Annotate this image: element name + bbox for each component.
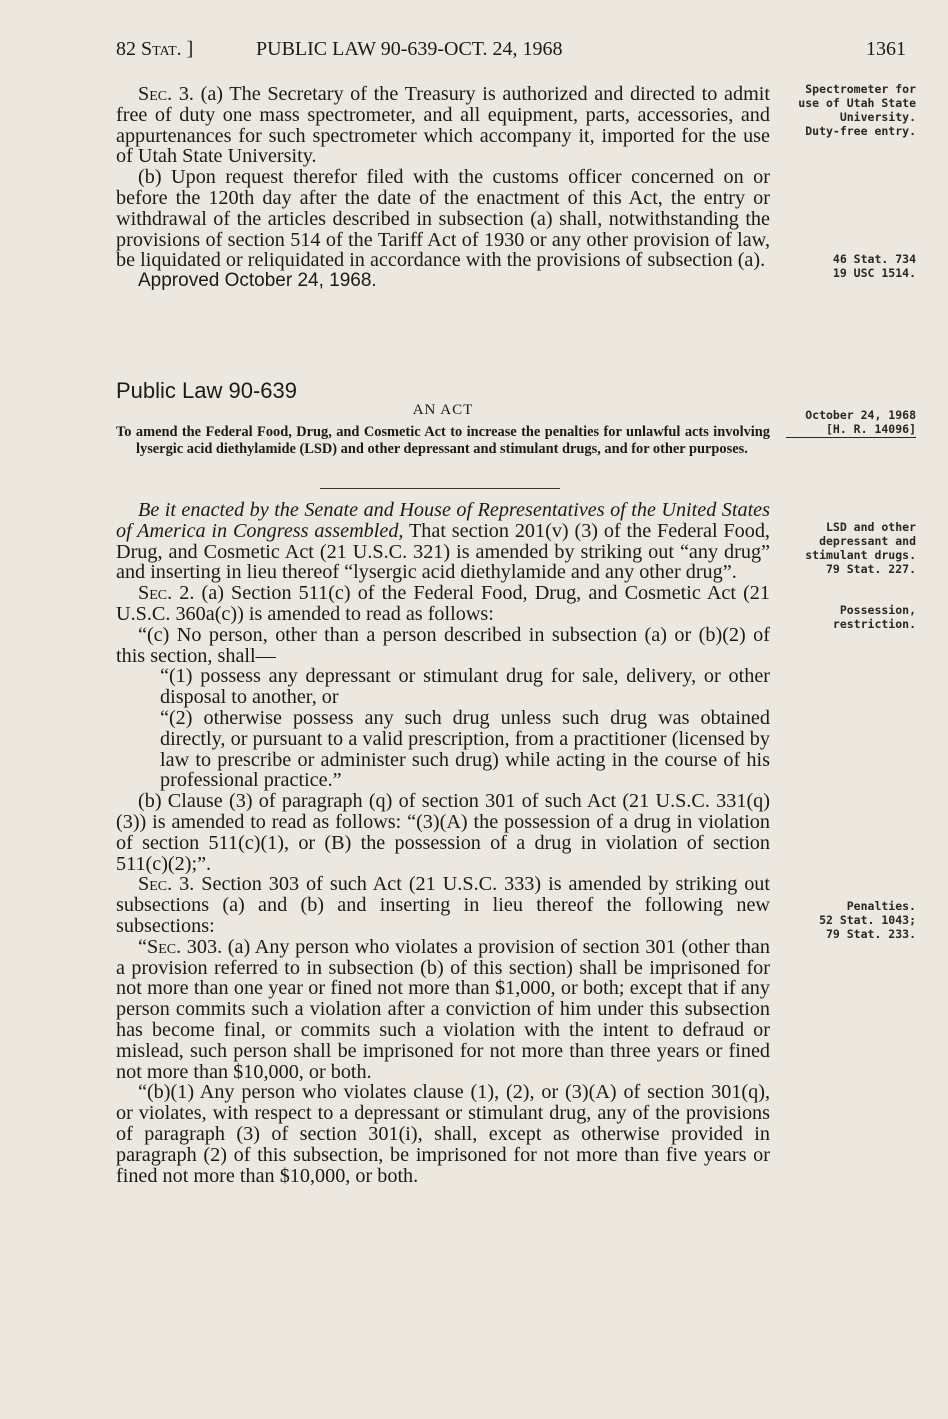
paragraph: “(2) otherwise possess any such drug unless such drug was obtained directly, or pursuant to a valid prescription, from a practitioner (licensed by law to prescribe or administer such drug) while acting in the course of his professional practice.” bbox=[160, 706, 770, 792]
public-law-title: Public Law 90-639 bbox=[116, 378, 298, 403]
enacting-clause: Be it enacted by the Senate and House of Representatives of the United States of America in Congress assembled, That section 201(v) (3) of the Federal Food, Drug, and Cosmetic Act (21 U.S.C. 321) is amended by striking out “any drug” and inserting in lieu thereof “lysergic acid diethylamide and any other drug”. bbox=[116, 499, 770, 584]
approval-line: Approved October 24, 1968. bbox=[138, 270, 377, 292]
page-header bbox=[116, 38, 906, 68]
page-number: 1361 bbox=[866, 38, 906, 60]
statute-reference: 82 Stat. ] bbox=[116, 38, 194, 60]
paragraph: “(c) No person, other than a person described in subsection (a) or (b)(2) of this section, shall— bbox=[116, 623, 770, 667]
an-act-heading: AN ACT bbox=[412, 402, 474, 418]
act-body bbox=[116, 500, 770, 1186]
margin-note-lsd: LSD and other depressant and stimulant drugs. 79 Stat. 227. bbox=[805, 520, 916, 576]
paragraph: “(b)(1) Any person who violates clause (1), (2), or (3)(A) of section 301(q), or violates, with respect to a depressant or stimulant drug, any of the provisions of paragraph (3) of section 301(i), shall, except as otherwise provided in paragraph (2) of this subsection, be imprisoned for not more than five years or fined not more than $10,000, or both. bbox=[116, 1081, 770, 1187]
margin-divider bbox=[786, 437, 916, 438]
paragraph: Sec. 2. (a) Section 511(c) of the Federal Food, Drug, and Cosmetic Act (21 U.S.C. 360a(c)) is amended to read as follows: bbox=[116, 582, 770, 625]
margin-note-date: October 24, 1968 [H. R. 14096] bbox=[805, 408, 916, 436]
act-purpose: To amend the Federal Food, Drug, and Cosmetic Act to increase the penalties for unlawful acts involving lysergic acid diethylamide (LSD) and other depressant and stimulant drugs, and for other purposes. bbox=[116, 424, 770, 457]
paragraph: Sec. 3. (a) The Secretary of the Treasury is authorized and directed to admit free of duty one mass spectrometer, and all equipment, parts, accessories, and appurtenances for such spectrometer which accompany it, imported for the use of Utah State University. bbox=[116, 83, 770, 168]
margin-note-penalties: Penalties. 52 Stat. 1043; 79 Stat. 233. bbox=[819, 899, 916, 941]
margin-note-spectrometer: Spectrometer for use of Utah State University. Duty-free entry. bbox=[798, 82, 916, 138]
paragraph: (b) Upon request therefor filed with the customs officer concerned on or before the 120th day after the date of the enactment of this Act, the entry or withdrawal of the articles described in subsection (a) shall, notwithstanding the provisions of section 514 of the Tariff Act of 1930 or any other provision of law, be liquidated or reliquidated in accordance with the provisions of subsection (a). bbox=[116, 166, 770, 272]
divider bbox=[320, 488, 560, 489]
header-title: PUBLIC LAW 90-639-OCT. 24, 1968 bbox=[256, 38, 563, 60]
paragraph: (b) Clause (3) of paragraph (q) of section 301 of such Act (21 U.S.C. 331(q)(3)) is amended to read as follows: “(3)(A) the possession of a drug in violation of section 511(c)(1), or (B) the possession of a drug in violation of section 511(c)(2);”. bbox=[116, 790, 770, 875]
margin-note-possession: Possession, restriction. bbox=[832, 603, 916, 631]
margin-note-citation: 46 Stat. 734 19 USC 1514. bbox=[832, 252, 916, 280]
paragraph: “Sec. 303. (a) Any person who violates a provision of section 301 (other than a provision referred to in subsection (b) of this section) shall be imprisoned for not more than one year or fined not more than $1,000, or both; except that if any person commits such a violation after a conviction of him under this subsection has become final, or commits such a violation with the intent to defraud or mislead, such person shall be imprisoned for not more than three years or fined not more than $10,000, or both. bbox=[116, 935, 770, 1083]
sec3-previous-law bbox=[116, 84, 770, 292]
paragraph: “(1) possess any depressant or stimulant drug for sale, delivery, or other disposal to another, or bbox=[160, 665, 770, 709]
paragraph: Sec. 3. Section 303 of such Act (21 U.S.C. 333) is amended by striking out subsections (a) and (b) and inserting in lieu thereof the following new subsections: bbox=[116, 873, 770, 937]
